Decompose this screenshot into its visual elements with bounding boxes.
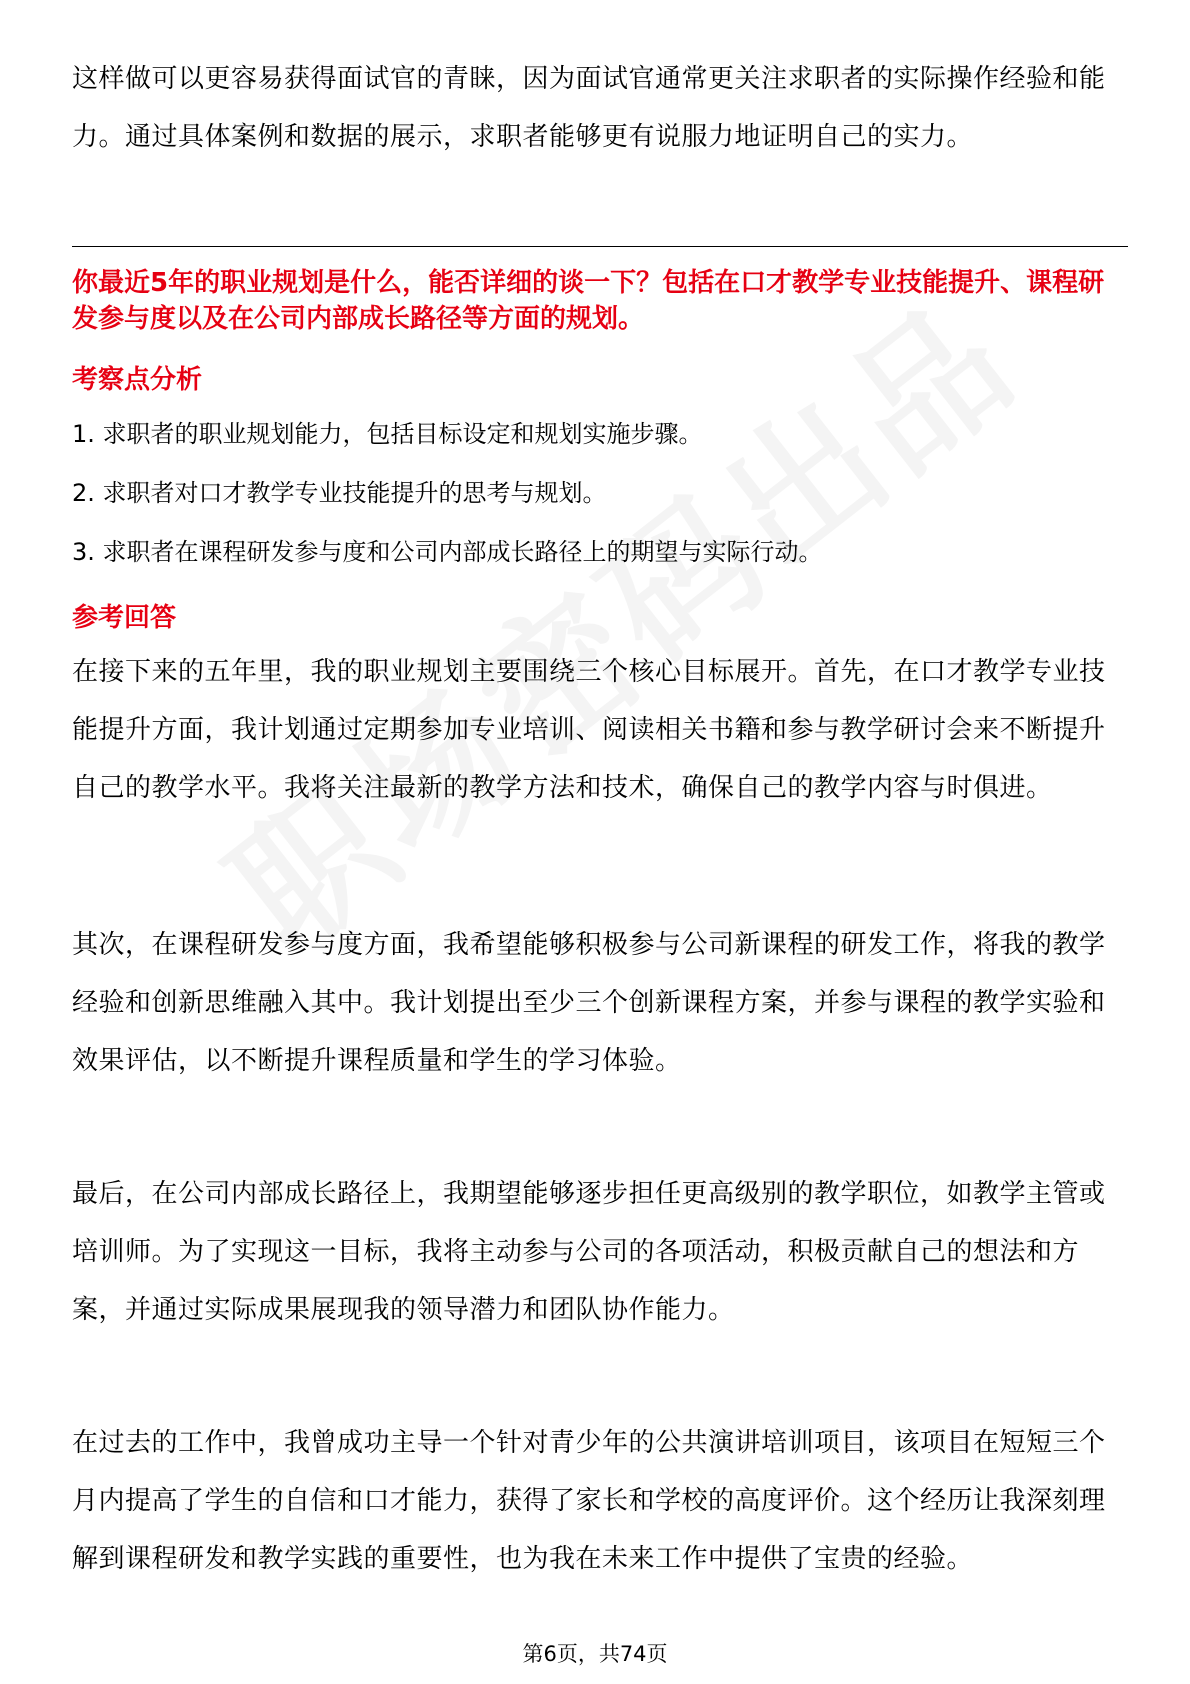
analysis-list — [72, 405, 1128, 582]
answer-paragraph: 在接下来的五年里，我的职业规划主要围绕三个核心目标展开。首先，在口才教学专业技能提升方面，我计划通过定期参加专业培训、阅读相关书籍和参与教学研讨会来不断提升自己的教学水平。我将关注最新的教学方法和技术，确保自己的教学内容与时俱进。 — [72, 657, 1106, 803]
answer-heading: 参考回答 — [72, 603, 177, 633]
intro-paragraph: 这样做可以更容易获得面试官的青睐，因为面试官通常更关注求职者的实际操作经验和能力。通过具体案例和数据的展示，求职者能够更有说服力地证明自己的实力。 — [72, 64, 1106, 152]
answer-paragraph: 最后，在公司内部成长路径上，我期望能够逐步担任更高级别的教学职位，如教学主管或培训师。为了实现这一目标，我将主动参与公司的各项活动，积极贡献自己的想法和方案，并通过实际成果展现我的领导潜力和团队协作能力。 — [72, 1179, 1106, 1325]
analysis-item: 2. 求职者对口才教学专业技能提升的思考与规划。 — [72, 479, 607, 507]
page-number: 第6页，共74页 — [522, 1642, 668, 1666]
answer-paragraph: 在过去的工作中，我曾成功主导一个针对青少年的公共演讲培训项目，该项目在短短三个月内提高了学生的自信和口才能力，获得了家长和学校的高度评价。这个经历让我深刻理解到课程研发和教学实践的重要性，也为我在未来工作中提供了宝贵的经验。 — [72, 1428, 1106, 1574]
answer-paragraph: 其次，在课程研发参与度方面，我希望能够积极参与公司新课程的研发工作，将我的教学经验和创新思维融入其中。我计划提出至少三个创新课程方案，并参与课程的教学实验和效果评估，以不断提升课程质量和学生的学习体验。 — [72, 930, 1106, 1076]
analysis-item: 3. 求职者在课程研发参与度和公司内部成长路径上的期望与实际行动。 — [72, 538, 823, 566]
section-divider — [72, 246, 1128, 247]
interview-question: 你最近5年的职业规划是什么，能否详细的谈一下？包括在口才教学专业技能提升、课程研发参与度以及在公司内部成长路径等方面的规划。 — [72, 268, 1105, 334]
watermark — [180, 244, 1051, 990]
analysis-item: 1. 求职者的职业规划能力，包括目标设定和规划实施步骤。 — [72, 420, 703, 448]
analysis-heading: 考察点分析 — [72, 365, 203, 395]
